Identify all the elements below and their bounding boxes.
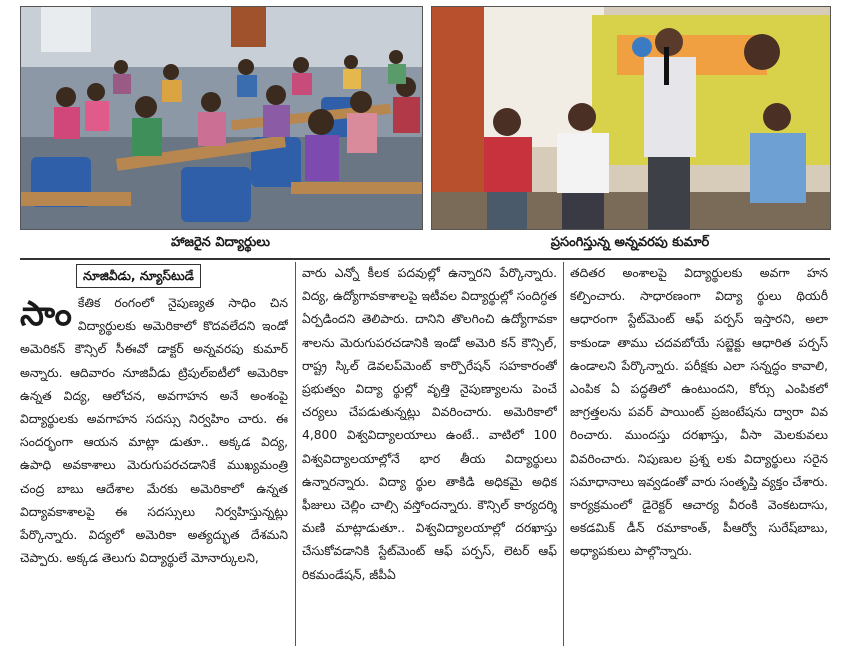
section-divider: [20, 258, 830, 260]
column-divider: [563, 262, 564, 646]
photo-caption-right: ప్రసంగిస్తున్న అన్నవరపు కుమార్: [550, 235, 710, 250]
photo-caption-left: హాజరైన విద్యార్థులు: [171, 235, 270, 250]
column-divider: [295, 262, 296, 646]
drop-cap: సాం: [20, 294, 72, 334]
photo-speaker: [431, 6, 831, 230]
article-column-1: [20, 262, 288, 650]
article-text-col1: కేతిక రంగంలో నైపుణ్యత సాధిం చిన విద్యార్థులకు అమెరికాలో కొదవలేదని ఇండో అమెరికన్ కౌన్సిల్ సీఈవో డాక్టర్ అన్నవరపు కుమార్ అన్నారు. ఆదివారం నూజివీడు ట్రిపుల్‌ఐటీలో అమెరికా ఉన్నత విద్య, ఆలోచన, అవగాహన అనే అంశంపై విద్యార్థులకు అవగాహన సదస్సు నిర్వహిం చారు. ఈ సందర్భంగా ఆయన మాట్లా డుతూ.. అక్కడ విద్య, ఉపాధి అవకాశాలు మెరుగుపరచడానికే ముఖ్యమంత్రి చంద్ర బాబు ఆదేశాల మేరకు అమెరికాలో ఉన్నత విద్యావకాశాలపై ఈ సదస్సులు నిర్వహిస్తున్నట్లు పేర్కొన్నారు. విద్యలో అమెరికా అత్యద్భుత దేశమని చెప్పారు. అక్కడ తెలుగు విద్యార్థులే మోనార్కులని,: [20, 296, 288, 566]
article-text-col2: వారు ఎన్నో కీలక పదవుల్లో ఉన్నారని పేర్కొన్నారు. విద్య, ఉద్యోగావకాశాలపై ఇటీవల విద్యార్థుల్లో సందిగ్ధత ఏర్పడిందని తెలిపారు. దానిని తొలగించి ఉద్యోగావకా శాలను మెరుగుపరచడానికి ఇండో అమెరి కన్ కౌన్సిల్, రాష్ట్ర స్కిల్ డెవలప్‌మెంట్ కార్పొరేషన్ సహకారంతో ప్రభుత్వం విద్యా ర్థుల్లో వృత్తి నైపుణ్యాలను పెంచే చర్యలు చేపడుతున్నట్లు వివరించారు. అమెరికాలో 4,800 విశ్వవిద్యాలయాలు ఉంటే.. వాటిలో 100 విశ్వవిద్యాలయాల్లోనే భార తీయ విద్యార్థులు ఉన్నారన్నారు. విద్యా ర్థుల తాకిడి అధికమై అధిక ఫీజులు చెల్లిం చాల్సి వస్తోందన్నారు. కౌన్సిల్ కార్యదర్శి మణి మాట్లాడుతూ.. విశ్వవిద్యాలయాల్లో దరఖాస్తు చేసుకోవడానికి స్టేట్‌మెంట్ ఆఫ్ పర్పస్, లెటర్ ఆఫ్ రికమండేషన్, జీపీఏ: [302, 266, 557, 582]
article-column-2: [302, 262, 557, 650]
article-paragraph: [20, 292, 288, 570]
photo-students: [20, 6, 423, 230]
article-column-3: [570, 262, 828, 650]
article-text-col3: తదితర అంశాలపై విద్యార్థులకు అవగా హన కల్పించారు. సాధారణంగా విద్యా ర్థులు థియరీ ఆధారంగా స్టేట్‌మెంట్ ఆఫ్ పర్పస్ ఇస్తారని, అలా కాకుండా తాము చదవబోయే సబ్జెక్టు ఆధారిత పర్పస్ ఉండాలని పేర్కొన్నారు. పరీక్షకు ఎలా సన్నద్ధం కావాలి, ఎంపిక ఏ పద్ధతిలో ఉంటుందని, కోర్సు ఎంపికలో జాగ్రత్తలను పవర్ పాయింట్ ప్రజంటేషను ద్వారా వివ రించారు. ముందస్తు దరఖాస్తు, వీసా మెలకువలు వివరించారు. నిపుణుల ప్రశ్న లకు విద్యార్థులు సరైన సమాధానాలు ఇవ్వడంతో వారు సంతృప్తి వ్యక్తం చేశారు. కార్యక్రమంలో డైరెక్టర్ ఆచార్య వీరంకి వెంకటదాసు, అకడమిక్ డీన్ రమాకాంత్, పీఆర్వో సురేష్‌బాబు, అధ్యాపకులు పాల్గొన్నారు.: [570, 266, 828, 559]
dateline: నూజివీడు, న్యూస్‌టుడే: [76, 264, 201, 288]
